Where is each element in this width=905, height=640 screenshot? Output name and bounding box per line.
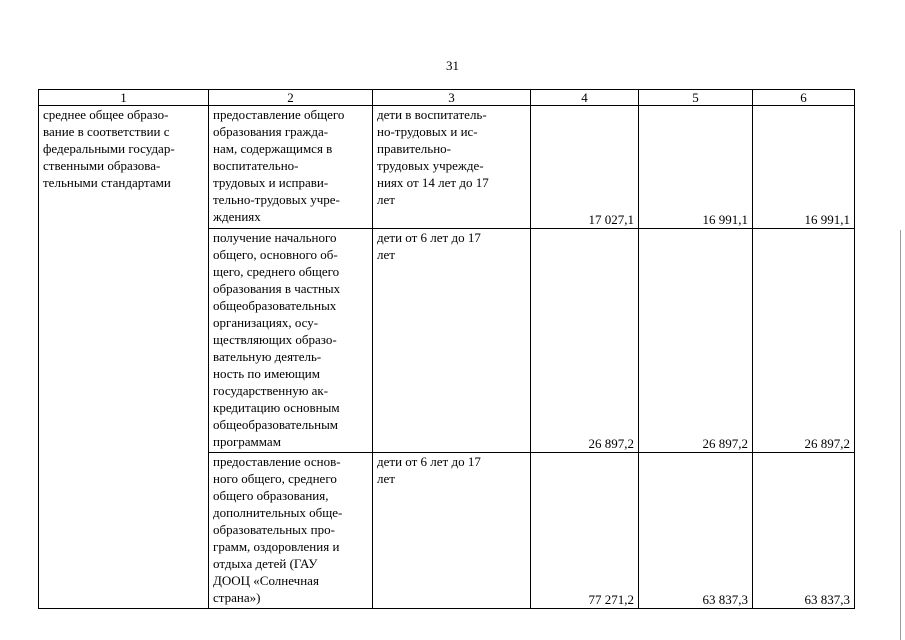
- value-col-4-cell: 77 271,2: [531, 453, 639, 609]
- table-row: [39, 106, 855, 229]
- value-col-4-cell: 17 027,1: [531, 106, 639, 229]
- budget-table: [38, 89, 855, 609]
- header-col-2: 2: [209, 90, 373, 106]
- header-row: [39, 90, 855, 106]
- header-col-6: 6: [753, 90, 855, 106]
- value-col-6-cell: 63 837,3: [753, 453, 855, 609]
- value-col-5-cell: 26 897,2: [639, 229, 753, 453]
- value-col-6-cell: 26 897,2: [753, 229, 855, 453]
- service-cell: предоставление основ- ного общего, среднего общего образования, дополнительных обще- образовательных про- грамм, оздоровления и отдыха детей (ГАУ ДООЦ «Солнечная страна»): [209, 453, 373, 609]
- service-cell: предоставление общего образования гражда- нам, содержащимся в воспитательно- трудовых и исправи- тельно-трудовых учре- ждениях: [209, 106, 373, 229]
- category-cell: дети от 6 лет до 17 лет: [373, 453, 531, 609]
- header-col-5: 5: [639, 90, 753, 106]
- value-col-5-cell: 63 837,3: [639, 453, 753, 609]
- service-cell: получение начального общего, основного об- щего, среднего общего образования в частных общеобразовательных организациях, осу- ществляющих образо- вательную деятель- ность по имеющим государственную ак- кредитацию основным общеобразовательным программам: [209, 229, 373, 453]
- header-col-1: 1: [39, 90, 209, 106]
- category-cell: дети в воспитатель- но-трудовых и ис- правительно- трудовых учрежде- ниях от 14 лет до 17 лет: [373, 106, 531, 229]
- page-number: 31: [446, 58, 459, 73]
- page-edge-line: [900, 230, 901, 640]
- value-col-5-cell: 16 991,1: [639, 106, 753, 229]
- header-col-3: 3: [373, 90, 531, 106]
- category-cell: дети от 6 лет до 17 лет: [373, 229, 531, 453]
- header-col-4: 4: [531, 90, 639, 106]
- value-col-4-cell: 26 897,2: [531, 229, 639, 453]
- value-col-6-cell: 16 991,1: [753, 106, 855, 229]
- group-label-cell: среднее общее образо- вание в соответствии с федеральными государ- ственными образова- тельными стандартами: [39, 106, 209, 609]
